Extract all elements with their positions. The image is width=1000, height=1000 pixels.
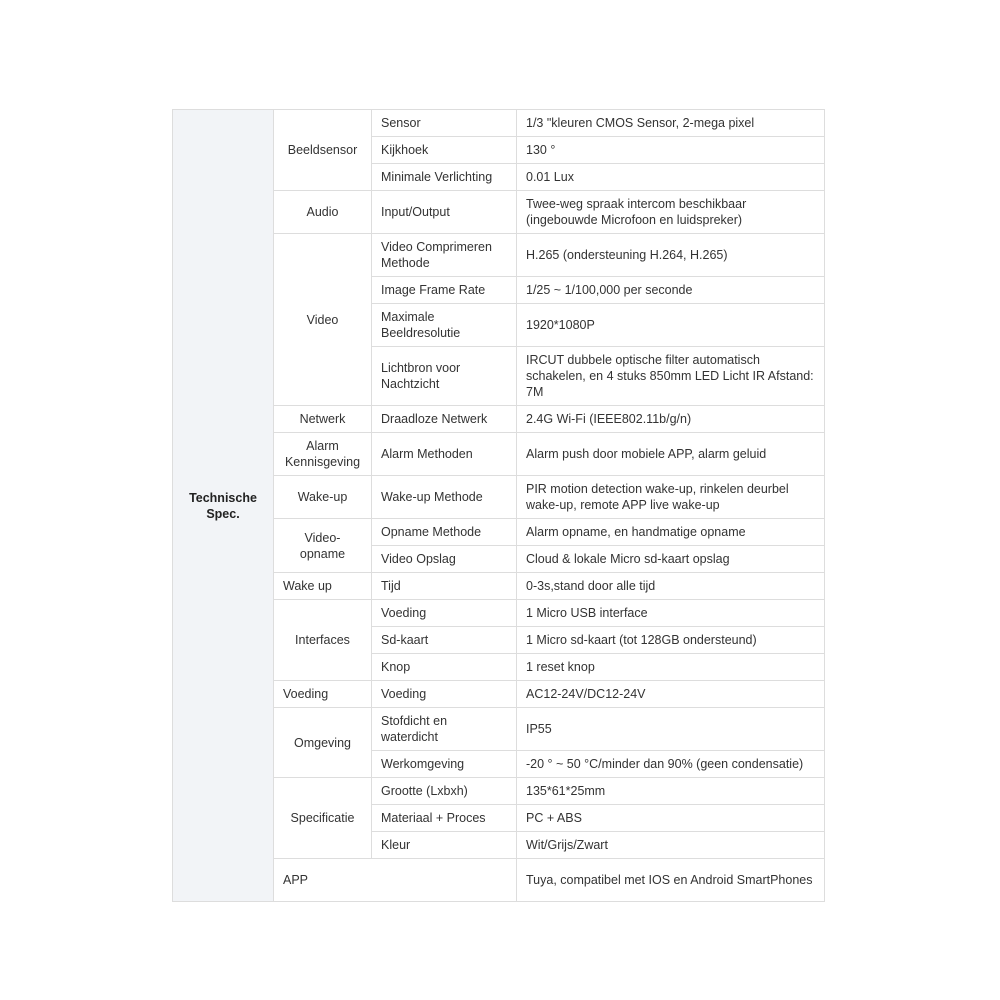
param-cell: Draadloze Netwerk (372, 406, 517, 433)
param-cell: Voeding (372, 600, 517, 627)
value-cell: 0.01 Lux (517, 164, 825, 191)
value-cell: PC + ABS (517, 805, 825, 832)
param-cell: Image Frame Rate (372, 277, 517, 304)
value-cell: 1920*1080P (517, 304, 825, 347)
value-cell: H.265 (ondersteuning H.264, H.265) (517, 234, 825, 277)
value-cell: 1 reset knop (517, 654, 825, 681)
value-cell: 1 Micro USB interface (517, 600, 825, 627)
category-alarm: Alarm Kennisgeving (274, 433, 372, 476)
category-netwerk: Netwerk (274, 406, 372, 433)
param-cell: Tijd (372, 573, 517, 600)
param-cell: Opname Methode (372, 519, 517, 546)
category-wake-up-time: Wake up (274, 573, 372, 600)
param-cell: Input/Output (372, 191, 517, 234)
value-cell: 135*61*25mm (517, 778, 825, 805)
param-cell: Minimale Verlichting (372, 164, 517, 191)
param-cell: Wake-up Methode (372, 476, 517, 519)
category-video: Video (274, 234, 372, 406)
value-cell: PIR motion detection wake-up, rinkelen deurbel wake-up, remote APP live wake-up (517, 476, 825, 519)
param-cell: Knop (372, 654, 517, 681)
value-cell: -20 ° ~ 50 °C/minder dan 90% (geen condensatie) (517, 751, 825, 778)
category-video-opname: Video-opname (274, 519, 372, 573)
value-cell: 1/25 ~ 1/100,000 per seconde (517, 277, 825, 304)
value-cell: Tuya, compatibel met IOS en Android SmartPhones (517, 859, 825, 902)
value-cell: 1/3 "kleuren CMOS Sensor, 2-mega pixel (517, 110, 825, 137)
param-cell: Alarm Methoden (372, 433, 517, 476)
value-cell: Twee-weg spraak intercom beschikbaar (ingebouwde Microfoon en luidspreker) (517, 191, 825, 234)
category-wake-up: Wake-up (274, 476, 372, 519)
section-header-technische-spec: Technische Spec. (173, 110, 274, 902)
table-row (173, 110, 825, 137)
category-interfaces: Interfaces (274, 600, 372, 681)
value-cell: IP55 (517, 708, 825, 751)
value-cell: 0-3s,stand door alle tijd (517, 573, 825, 600)
param-cell: Werkomgeving (372, 751, 517, 778)
param-cell: Kleur (372, 832, 517, 859)
value-cell: Cloud & lokale Micro sd-kaart opslag (517, 546, 825, 573)
param-cell: Video Opslag (372, 546, 517, 573)
param-cell: Kijkhoek (372, 137, 517, 164)
param-cell: Materiaal + Proces (372, 805, 517, 832)
value-cell: AC12-24V/DC12-24V (517, 681, 825, 708)
value-cell: 2.4G Wi-Fi (IEEE802.11b/g/n) (517, 406, 825, 433)
value-cell: IRCUT dubbele optische filter automatisch schakelen, en 4 stuks 850mm LED Licht IR Afstand: 7M (517, 347, 825, 406)
param-cell: Stofdicht en waterdicht (372, 708, 517, 751)
value-cell: Wit/Grijs/Zwart (517, 832, 825, 859)
value-cell: Alarm opname, en handmatige opname (517, 519, 825, 546)
value-cell: 1 Micro sd-kaart (tot 128GB ondersteund) (517, 627, 825, 654)
category-voeding: Voeding (274, 681, 372, 708)
param-cell: Sensor (372, 110, 517, 137)
category-specificatie: Specificatie (274, 778, 372, 859)
spec-table (172, 109, 825, 902)
value-cell: 130 ° (517, 137, 825, 164)
param-cell: Maximale Beeldresolutie (372, 304, 517, 347)
param-cell: Lichtbron voor Nachtzicht (372, 347, 517, 406)
category-omgeving: Omgeving (274, 708, 372, 778)
param-cell: Voeding (372, 681, 517, 708)
category-beeldsensor: Beeldsensor (274, 110, 372, 191)
value-cell: Alarm push door mobiele APP, alarm geluid (517, 433, 825, 476)
category-app: APP (274, 859, 517, 902)
param-cell: Video Comprimeren Methode (372, 234, 517, 277)
param-cell: Grootte (Lxbxh) (372, 778, 517, 805)
category-audio: Audio (274, 191, 372, 234)
param-cell: Sd-kaart (372, 627, 517, 654)
